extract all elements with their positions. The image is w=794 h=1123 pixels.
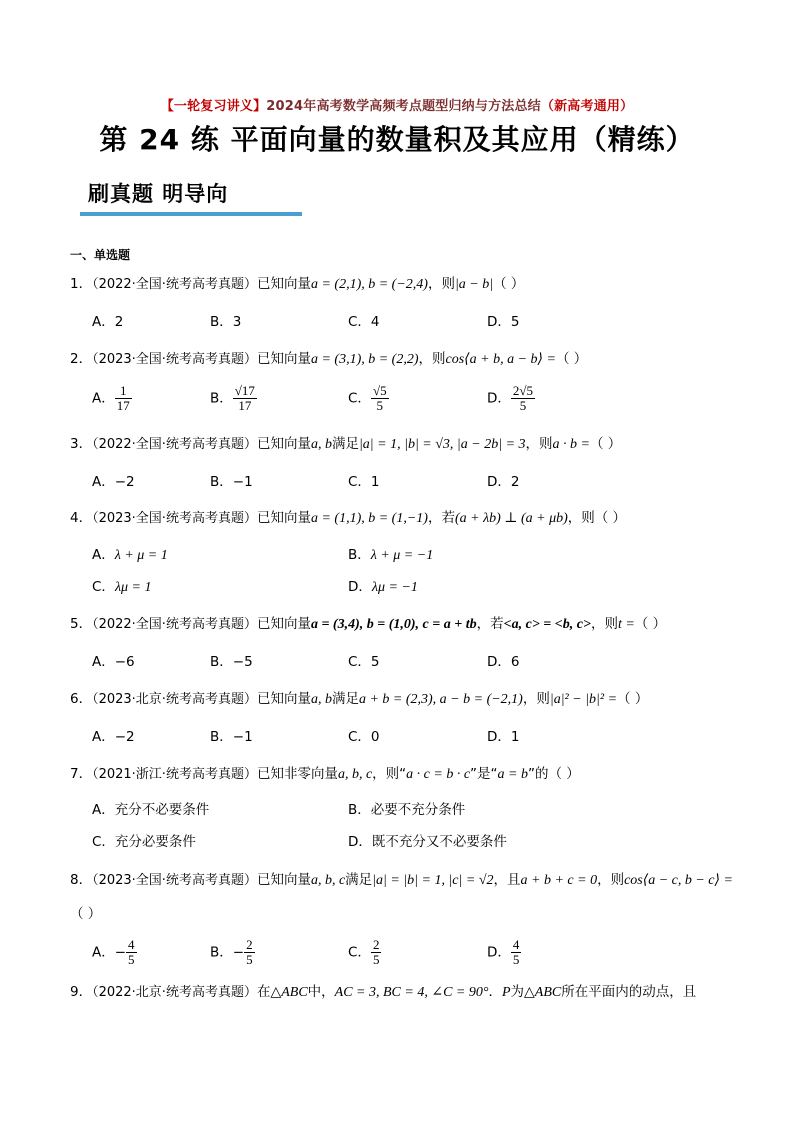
option[interactable]: C．4 xyxy=(348,314,380,330)
option[interactable]: A．−2 xyxy=(92,474,135,490)
option[interactable]: C．充分必要条件 xyxy=(92,834,196,850)
option[interactable]: C． $\frac{√5}{5}$ xyxy=(348,383,387,413)
option[interactable]: B．−1 xyxy=(210,729,253,745)
option[interactable]: C．0 xyxy=(348,729,380,745)
option[interactable]: C．5 xyxy=(348,654,380,670)
option[interactable]: D．6 xyxy=(487,654,520,670)
option[interactable]: C． $\frac{2}{5}$ xyxy=(348,937,380,967)
option[interactable]: A． $\frac{1}{17}$ xyxy=(92,383,130,413)
option[interactable]: B．必要不充分条件 xyxy=(348,802,466,818)
fraction: $\frac{√5}{5}$ xyxy=(372,383,387,413)
fraction: $\frac{2}{5}$ xyxy=(372,937,380,967)
option[interactable]: B． $\frac{√17}{17}$ xyxy=(210,383,255,413)
question-7: 7．（2021·浙江·统考高考真题）已知非零向量a, b, c，则“a · c = b · c”是“a = b”的（ ） xyxy=(70,766,580,782)
option[interactable]: A．λ + μ = 1 xyxy=(92,547,168,563)
option[interactable]: B．− $\frac{2}{5}$ xyxy=(210,937,253,967)
option[interactable]: D．2 xyxy=(487,474,520,490)
option[interactable]: A．2 xyxy=(92,314,124,330)
question-type-heading: 一、单选题 xyxy=(70,248,131,262)
question-8-answer-blank: （ ） xyxy=(70,906,102,922)
option[interactable]: D．1 xyxy=(487,729,520,745)
option[interactable]: C．1 xyxy=(348,474,380,490)
question-2: 2．（2023·全国·统考高考真题）已知向量a = (3,1), b = (2,2)，则cos⟨a + b, a − b⟩ =（ ） xyxy=(70,351,588,367)
option[interactable]: D．5 xyxy=(487,314,520,330)
fraction: $\frac{2}{5}$ xyxy=(246,937,253,967)
header-bracket-label: 【一轮复习讲义】 xyxy=(160,99,267,114)
option[interactable]: C．λμ = 1 xyxy=(92,579,152,595)
question-6: 6．（2023·北京·统考高考真题）已知向量a, b满足a + b = (2,3), a − b = (−2,1)，则|a|² − |b|² =（ ） xyxy=(70,691,649,707)
option[interactable]: D．既不充分又不必要条件 xyxy=(348,834,507,850)
question-5: 5．（2022·全国·统考高考真题）已知向量a = (3,4), b = (1,0), c = a + tb，若<a, c> = <b, c>，则t =（ ） xyxy=(70,616,667,632)
question-8: 8．（2023·全国·统考高考真题）已知向量a, b, c满足|a| = |b| = 1, |c| = √2，且a + b + c = 0，则cos⟨a − c, b − c⟩ = xyxy=(70,872,733,888)
fraction: $\frac{4}{5}$ xyxy=(512,937,520,967)
document-header xyxy=(0,95,794,114)
option[interactable]: A．充分不必要条件 xyxy=(92,802,210,818)
question-1: 1．（2022·全国·统考高考真题）已知向量a = (2,1), b = (−2,4)，则|a − b|（ ） xyxy=(70,276,525,292)
option[interactable]: D． $\frac{4}{5}$ xyxy=(487,937,520,967)
fraction: $\frac{4}{5}$ xyxy=(128,937,135,967)
question-3: 3．（2022·全国·统考高考真题）已知向量a, b满足|a| = 1, |b| = √3, |a − 2b| = 3，则a · b =（ ） xyxy=(70,436,622,452)
header-edition: （新高考通用） xyxy=(540,99,634,114)
header-series-title: 2024年高考数学高频考点题型归纳与方法总结 xyxy=(266,99,541,114)
fraction: $\frac{√17}{17}$ xyxy=(234,383,255,413)
option[interactable]: A．− $\frac{4}{5}$ xyxy=(92,937,135,967)
option[interactable]: B．λ + μ = −1 xyxy=(348,547,434,563)
fraction: $\frac{1}{17}$ xyxy=(116,383,130,413)
page-title: 第 24 练 平面向量的数量积及其应用（精练） xyxy=(99,123,695,156)
section-heading: 刷真题 明导向 xyxy=(88,182,229,206)
question-9: 9．（2022·北京·统考高考真题）在△ABC中，AC = 3, BC = 4, ∠C = 90°．P为△ABC所在平面内的动点，且 xyxy=(70,984,697,1000)
option[interactable]: A．−2 xyxy=(92,729,135,745)
section-underline xyxy=(80,212,302,216)
option[interactable]: B．−1 xyxy=(210,474,253,490)
option[interactable]: B．−5 xyxy=(210,654,253,670)
option[interactable]: D． $\frac{2√5}{5}$ xyxy=(487,383,534,413)
option[interactable]: D．λμ = −1 xyxy=(348,579,418,595)
question-4: 4．（2023·全国·统考高考真题）已知向量a = (1,1), b = (1,−1)，若(a + λb) ⊥ (a + μb)，则（ ） xyxy=(70,510,627,526)
option[interactable]: B．3 xyxy=(210,314,242,330)
option[interactable]: A．−6 xyxy=(92,654,135,670)
fraction: $\frac{2√5}{5}$ xyxy=(512,383,534,413)
